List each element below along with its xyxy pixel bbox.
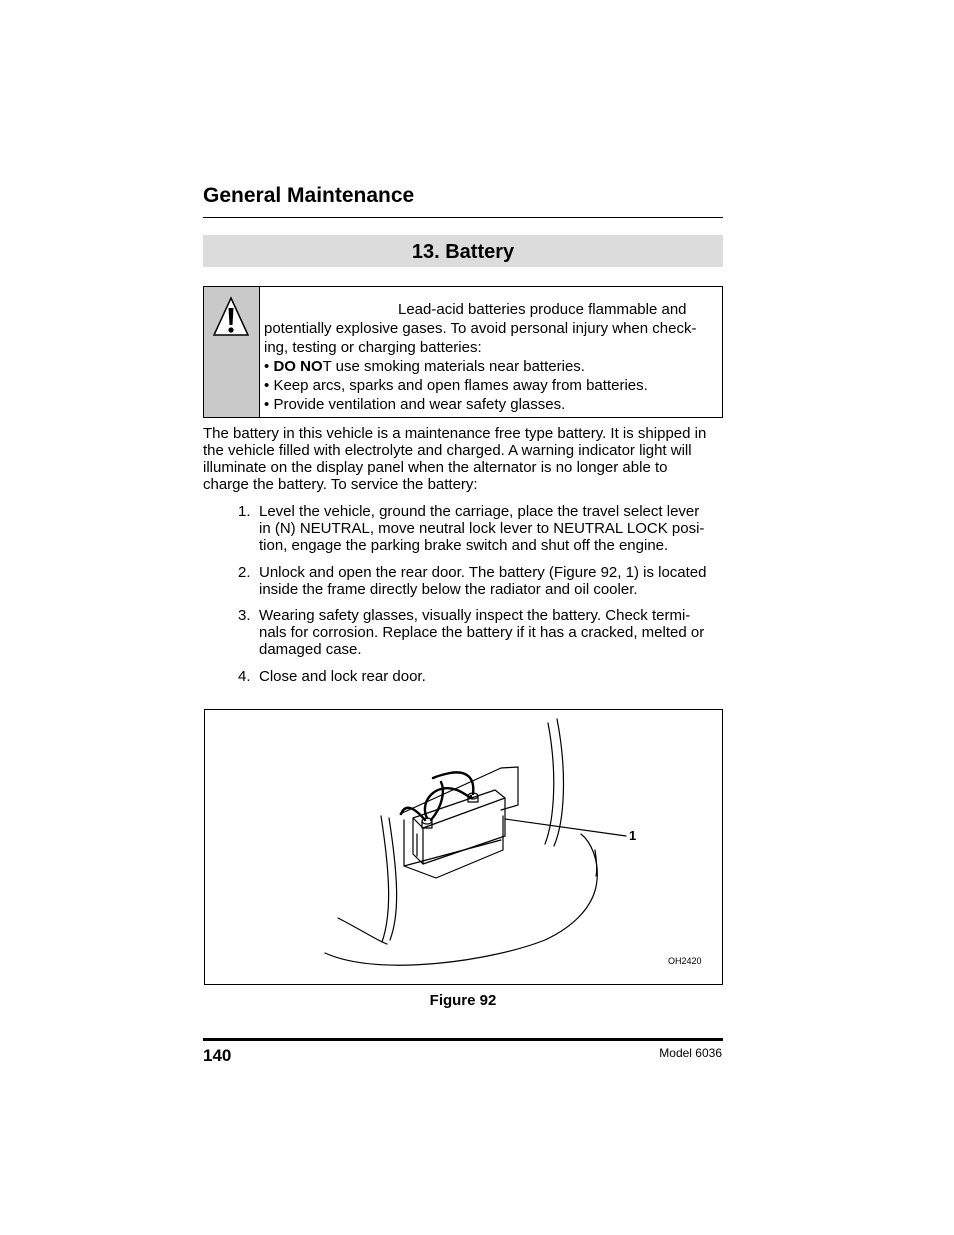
warning-bullet xyxy=(264,395,719,414)
step-number: 3. xyxy=(238,607,251,624)
step-line: Wearing safety glasses, visually inspect the battery. Check termi- xyxy=(259,607,691,624)
warning-lead: Lead-acid batteries produce flammable and xyxy=(398,301,687,318)
warning-sidebar xyxy=(204,287,260,417)
figure-code: OH2420 xyxy=(668,956,702,966)
intro-line: The battery in this vehicle is a maintenance free type battery. It is shipped in xyxy=(203,425,707,442)
step-number: 1. xyxy=(238,503,251,520)
warning-text xyxy=(264,300,719,414)
bullet-mark: • xyxy=(264,377,270,394)
bullet-mark: • xyxy=(264,358,270,375)
warning-bullet xyxy=(264,357,719,376)
figure-frame xyxy=(204,709,723,985)
figure-callout-label: 1 xyxy=(629,828,637,843)
chapter-title: General Maintenance xyxy=(203,184,415,207)
bullet-text: T use smoking materials near batteries. xyxy=(322,358,585,375)
warning-box xyxy=(203,286,723,418)
warning-exclamation-icon xyxy=(211,295,251,339)
warning-line: potentially explosive gases. To avoid personal injury when check- xyxy=(264,320,697,337)
intro-paragraph xyxy=(203,425,723,493)
battery-illustration xyxy=(205,710,722,984)
step-line: Level the vehicle, ground the carriage, place the travel select lever xyxy=(259,503,700,520)
bullet-mark: • xyxy=(264,396,270,413)
figure-caption: Figure 92 xyxy=(429,992,497,1009)
section-title: 13. Battery xyxy=(411,241,515,263)
step-number: 4. xyxy=(238,668,251,685)
intro-line: illuminate on the display panel when the alternator is no longer able to xyxy=(203,459,668,476)
warning-line: ing, testing or charging batteries: xyxy=(264,339,482,356)
page-number: 140 xyxy=(203,1046,232,1065)
bullet-text: Provide ventilation and wear safety glasses. xyxy=(273,396,566,413)
step-number: 2. xyxy=(238,564,251,581)
step-line: Unlock and open the rear door. The battery (Figure 92, 1) is located xyxy=(259,564,707,581)
step-line: tion, engage the parking brake switch and shut off the engine. xyxy=(259,537,669,554)
intro-line: the vehicle filled with electrolyte and charged. A warning indicator light will xyxy=(203,442,692,459)
bullet-emphasis: DO NO xyxy=(273,358,323,375)
step-line: nals for corrosion. Replace the battery if it has a cracked, melted or xyxy=(259,624,705,641)
step-line: damaged case. xyxy=(259,641,362,658)
step-line: Close and lock rear door. xyxy=(259,668,426,685)
step-line: inside the frame directly below the radiator and oil cooler. xyxy=(259,581,638,598)
step-line: in (N) NEUTRAL, move neutral lock lever to NEUTRAL LOCK posi- xyxy=(259,520,705,537)
model-label: Model 6036 xyxy=(659,1046,722,1060)
intro-line: charge the battery. To service the battery: xyxy=(203,476,478,493)
bullet-text: Keep arcs, sparks and open flames away from batteries. xyxy=(273,377,648,394)
warning-bullet xyxy=(264,376,719,395)
chapter-divider xyxy=(203,217,723,218)
footer-divider xyxy=(203,1038,723,1041)
